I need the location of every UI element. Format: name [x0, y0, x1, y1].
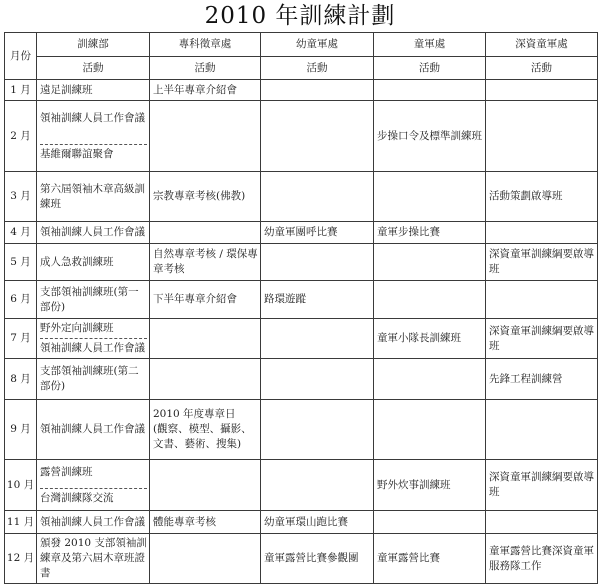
activity-cell	[486, 460, 598, 511]
activity-cell	[261, 101, 374, 172]
activity-entry: 童軍小隊長訓練班	[377, 332, 461, 344]
month-cell: 12 月	[5, 534, 37, 584]
activity-cell	[261, 511, 374, 534]
activity-cell-content	[37, 463, 149, 508]
activity-header-cell: 活動	[261, 57, 374, 80]
activity-cell-content	[37, 420, 149, 439]
activity-cell	[261, 400, 374, 460]
month-cell: 8 月	[5, 359, 37, 400]
activity-cell-content	[150, 187, 260, 206]
activity-entry: 上半年專章介紹會	[153, 83, 237, 96]
activity-cell	[374, 172, 486, 222]
activity-cell	[150, 511, 261, 534]
department-header-cell: 童軍處	[374, 33, 486, 57]
activity-cell-content	[37, 319, 149, 358]
activity-cell	[374, 511, 486, 534]
activity-cell-content	[374, 223, 485, 242]
activity-cell-content	[150, 81, 260, 100]
activity-cell	[150, 460, 261, 511]
activity-entry: 領袖訓練人員工作會議	[40, 111, 145, 124]
month-cell: 2 月	[5, 101, 37, 172]
activity-cell-content	[374, 127, 485, 146]
activity-cell	[374, 400, 486, 460]
activity-entry: 自然專章考核 / 環保專章考核	[153, 248, 258, 275]
activity-header-cell: 活動	[150, 57, 261, 80]
activity-cell	[486, 244, 598, 281]
activity-cell-content	[486, 187, 597, 206]
activity-entry: 路環遊蹤	[264, 293, 306, 305]
activity-cell	[37, 244, 150, 281]
activity-cell	[37, 319, 150, 359]
activity-cell	[150, 534, 261, 584]
activity-header-cell: 活動	[486, 57, 598, 80]
activity-cell-content	[486, 468, 597, 502]
activity-cell	[261, 80, 374, 101]
activity-entry: 支部領袖訓練班(第二部份)	[40, 365, 139, 392]
activity-entry: 台灣訓練隊交流	[40, 491, 114, 504]
activity-cell-content	[374, 549, 485, 568]
activity-cell	[261, 244, 374, 281]
activity-cell	[486, 222, 598, 244]
month-cell: 9 月	[5, 400, 37, 460]
month-header-cell: 月份	[5, 33, 37, 80]
activity-cell	[150, 281, 261, 319]
activity-cell	[374, 80, 486, 101]
activity-cell	[374, 460, 486, 511]
activity-entry: 領袖訓練人員工作會議	[40, 515, 145, 528]
activity-entry: 領袖訓練人員工作會議	[40, 342, 145, 354]
month-cell: 5 月	[5, 244, 37, 281]
activity-entry: 野外炊事訓練班	[377, 478, 451, 491]
activity-cell	[37, 80, 150, 101]
activity-entry: 先鋒工程訓練營	[489, 372, 563, 385]
activity-cell-content	[374, 329, 485, 348]
table-row	[5, 244, 598, 281]
activity-cell	[374, 534, 486, 584]
activity-entry: 支部領袖訓練班(第一部份)	[40, 285, 139, 313]
activity-entry: 下半年專章介紹會	[153, 293, 237, 305]
activity-entry: 宗教專章考核(佛教)	[153, 190, 246, 202]
table-header	[5, 33, 598, 80]
activity-cell	[486, 511, 598, 534]
activity-entry: 遠足訓練班	[40, 83, 93, 96]
activity-entry: 深資童軍訓練綱要啟導班	[489, 248, 594, 275]
month-cell: 4 月	[5, 222, 37, 244]
activity-cell	[150, 319, 261, 359]
activity-entry: 童軍露營比賽深資童軍服務隊工作	[489, 544, 594, 572]
table-row	[5, 460, 598, 511]
activity-cell-content	[37, 109, 149, 164]
activity-entry: (觀察、模型、攝影、文書、藝術、搜集)	[153, 423, 252, 450]
month-cell: 10 月	[5, 460, 37, 511]
activity-cell	[37, 460, 150, 511]
table-row	[5, 534, 598, 584]
activity-cell-content	[37, 223, 149, 242]
activity-cell	[150, 400, 261, 460]
activity-cell	[261, 172, 374, 222]
activity-cell	[37, 222, 150, 244]
dashed-divider	[40, 144, 147, 145]
activity-cell-content	[150, 405, 260, 454]
activity-entry: 成人急救訓練班	[40, 255, 114, 268]
activity-cell-content	[261, 290, 373, 309]
training-schedule-table	[4, 32, 598, 584]
activity-cell-content	[37, 180, 149, 214]
activity-cell-content	[150, 290, 260, 309]
activity-cell	[374, 281, 486, 319]
table-row	[5, 281, 598, 319]
activity-cell	[374, 222, 486, 244]
activity-cell	[150, 172, 261, 222]
activity-header-cell: 活動	[37, 57, 150, 80]
activity-entry: 深資童軍訓練綱要啟導班	[489, 471, 594, 498]
activity-cell	[150, 244, 261, 281]
month-cell: 11 月	[5, 511, 37, 534]
activity-entry: 露營訓練班	[40, 465, 93, 478]
department-header-cell: 深資童軍處	[486, 33, 598, 57]
activity-cell	[261, 460, 374, 511]
table-row	[5, 222, 598, 244]
activity-cell	[37, 281, 150, 319]
activity-entry: 童軍露營比賽	[377, 552, 440, 564]
activity-cell	[261, 359, 374, 400]
activity-cell	[486, 101, 598, 172]
activity-cell	[261, 222, 374, 244]
month-cell: 3 月	[5, 172, 37, 222]
activity-cell	[374, 101, 486, 172]
activity-cell	[374, 244, 486, 281]
activity-cell	[150, 222, 261, 244]
activity-cell	[261, 319, 374, 359]
activity-entry: 領袖訓練人員工作會議	[40, 423, 145, 435]
activity-entry: 野外定向訓練班	[40, 322, 114, 334]
activity-cell	[486, 80, 598, 101]
activity-entry: 童軍步操比賽	[377, 226, 440, 238]
activity-cell-content	[486, 370, 597, 389]
activity-cell	[37, 534, 150, 584]
activity-entry: 第六屆領袖木章高級訓練班	[40, 182, 145, 210]
activity-cell-content	[37, 253, 149, 272]
activity-cell-content	[37, 534, 149, 583]
month-cell: 7 月	[5, 319, 37, 359]
activity-entry: 領袖訓練人員工作會議	[40, 226, 145, 238]
activity-entry: 頒發 2010 支部領袖訓練章及第六屆木章班證書	[40, 537, 147, 579]
department-header-cell: 專科徵章處	[150, 33, 261, 57]
activity-cell-content	[374, 476, 485, 495]
activity-entry: 體能專章考核	[153, 515, 216, 528]
activity-cell-content	[486, 322, 597, 356]
department-header-row	[5, 33, 598, 57]
table-row	[5, 400, 598, 460]
activity-cell	[150, 359, 261, 400]
dashed-divider	[40, 338, 147, 339]
activity-cell-content	[37, 513, 149, 532]
activity-cell	[486, 359, 598, 400]
activity-entry: 步操口令及標準訓練班	[377, 129, 482, 142]
activity-cell	[150, 80, 261, 101]
activity-cell	[37, 400, 150, 460]
table-row	[5, 319, 598, 359]
activity-cell	[486, 534, 598, 584]
activity-entry: 活動策劃啟導班	[489, 190, 563, 202]
activity-cell-content	[37, 283, 149, 317]
month-cell: 1 月	[5, 80, 37, 101]
activity-cell-content	[486, 245, 597, 279]
activity-cell-content	[261, 549, 373, 568]
activity-cell-content	[261, 513, 373, 532]
table-row	[5, 511, 598, 534]
activity-cell	[486, 172, 598, 222]
activity-cell	[374, 319, 486, 359]
activity-cell-content	[37, 362, 149, 396]
activity-header-cell: 活動	[374, 57, 486, 80]
activity-cell	[261, 281, 374, 319]
department-header-cell: 訓練部	[37, 33, 150, 57]
activity-entry: 深資童軍訓練綱要啟導班	[489, 324, 594, 352]
activity-cell	[486, 319, 598, 359]
month-cell: 6 月	[5, 281, 37, 319]
activity-cell-content	[150, 245, 260, 279]
activity-cell-content	[261, 223, 373, 242]
activity-header-row	[5, 57, 598, 80]
table-row	[5, 101, 598, 172]
activity-cell	[150, 101, 261, 172]
activity-entry: 幼童軍團呼比賽	[264, 226, 338, 238]
schedule-table-body	[5, 80, 598, 584]
activity-cell	[374, 359, 486, 400]
department-header-cell: 幼童軍處	[261, 33, 374, 57]
activity-cell	[37, 101, 150, 172]
activity-cell-content	[150, 513, 260, 532]
activity-entry: 幼童軍環山跑比賽	[264, 515, 348, 528]
activity-cell-content	[486, 542, 597, 576]
activity-entry: 童軍露營比賽參觀團	[264, 552, 359, 564]
table-row	[5, 172, 598, 222]
activity-entry: 基維爾聯誼聚會	[40, 147, 114, 160]
activity-cell	[37, 359, 150, 400]
table-row	[5, 359, 598, 400]
activity-cell-content	[37, 81, 149, 100]
activity-cell	[486, 400, 598, 460]
activity-cell	[37, 172, 150, 222]
activity-entry: 2010 年度專章日	[153, 408, 236, 420]
activity-cell	[37, 511, 150, 534]
activity-cell	[486, 281, 598, 319]
table-row	[5, 80, 598, 101]
page-title: 2010 年訓練計劃	[204, 3, 396, 29]
dashed-divider	[40, 488, 147, 489]
activity-cell	[261, 534, 374, 584]
